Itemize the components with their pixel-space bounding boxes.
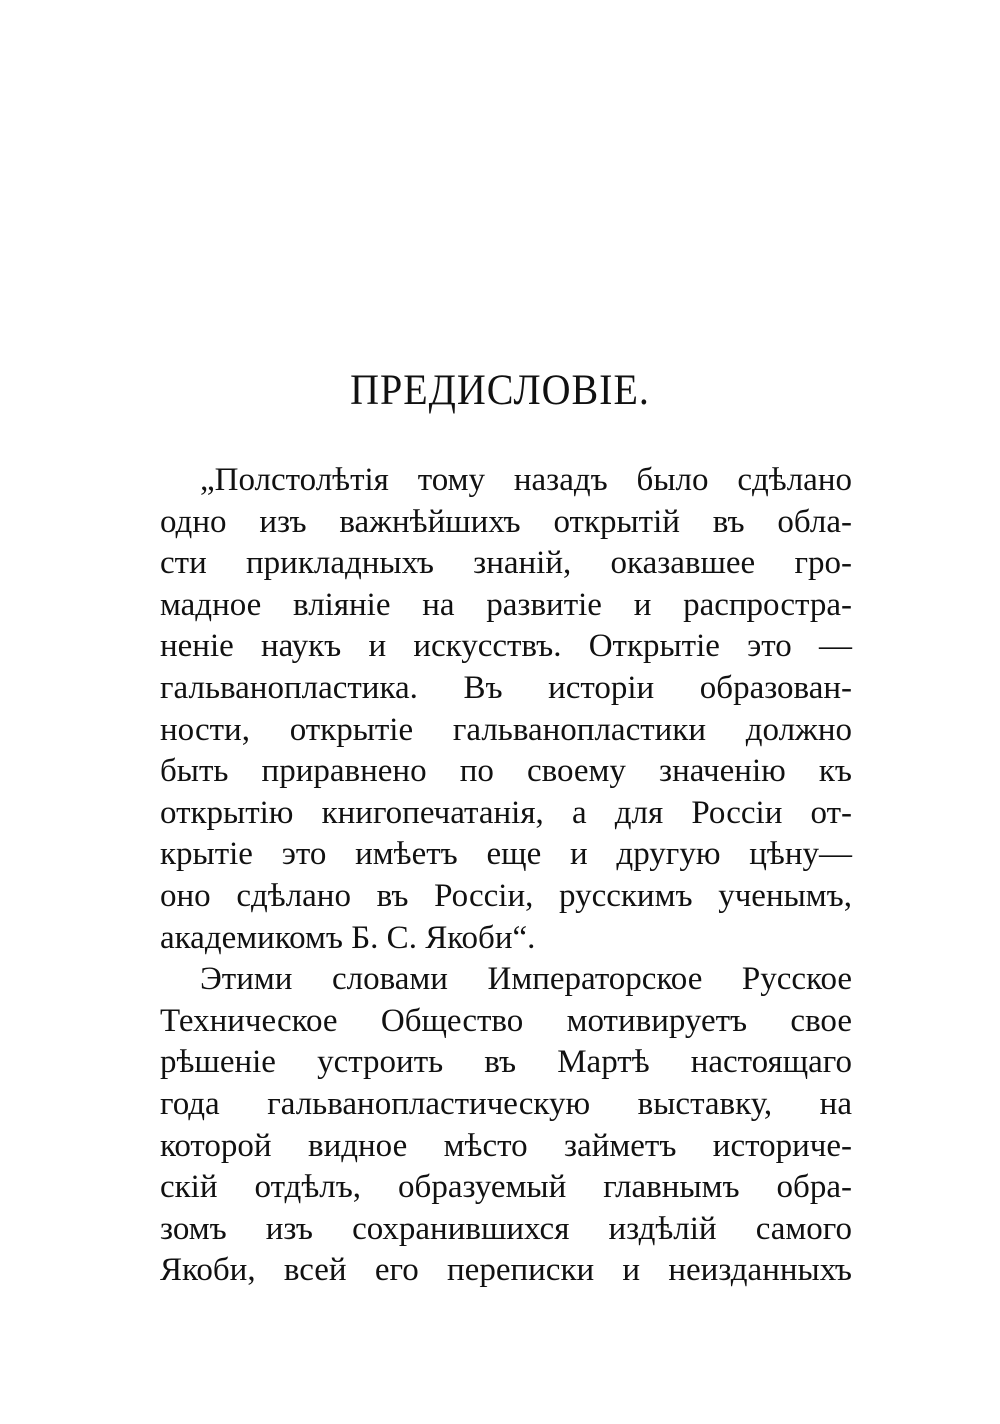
text-line: Техническое Общество мотивируетъ свое xyxy=(160,1002,852,1039)
text-line: академикомъ Б. С. Якоби“. xyxy=(160,919,536,956)
text-line: „Полстолѣтія тому назадъ было сдѣлано xyxy=(200,462,852,498)
text-line: крытіе это имѣетъ еще и другую цѣну— xyxy=(160,836,852,873)
preface-text xyxy=(160,460,852,1292)
page-heading: ПРЕДИСЛОВІЕ. xyxy=(350,365,650,414)
text-line: ности, открытіе гальванопластики должно xyxy=(160,711,852,748)
text-line: неніе наукъ и искусствъ. Открытіе это — xyxy=(160,628,852,665)
text-line: открытію книгопечатанія, а для Россіи от- xyxy=(160,794,852,831)
text-line: года гальванопластическую выставку, на xyxy=(160,1085,852,1122)
text-line: рѣшеніе устроить въ Мартѣ настоящаго xyxy=(160,1044,852,1081)
text-line: быть приравнено по своему значенію къ xyxy=(160,753,852,790)
text-line: зомъ изъ сохранившихся издѣлій самого xyxy=(160,1210,852,1247)
text-line: Якоби, всей его переписки и неизданныхъ xyxy=(160,1252,852,1289)
text-line: скій отдѣлъ, образуемый главнымъ обра- xyxy=(160,1169,852,1206)
text-line: сти прикладныхъ знаній, оказавшее гро- xyxy=(160,545,852,582)
text-line: гальванопластика. Въ исторіи образован- xyxy=(160,669,852,706)
text-line: мадное вліяніе на развитіе и распростра- xyxy=(160,586,852,623)
text-line: оно сдѣлано въ Россіи, русскимъ ученымъ, xyxy=(160,877,852,914)
text-line: Этими словами Императорское Русское xyxy=(200,961,852,998)
text-line: которой видное мѣсто займетъ историче- xyxy=(160,1127,852,1164)
text-line: одно изъ важнѣйшихъ открытій въ обла- xyxy=(160,503,852,540)
